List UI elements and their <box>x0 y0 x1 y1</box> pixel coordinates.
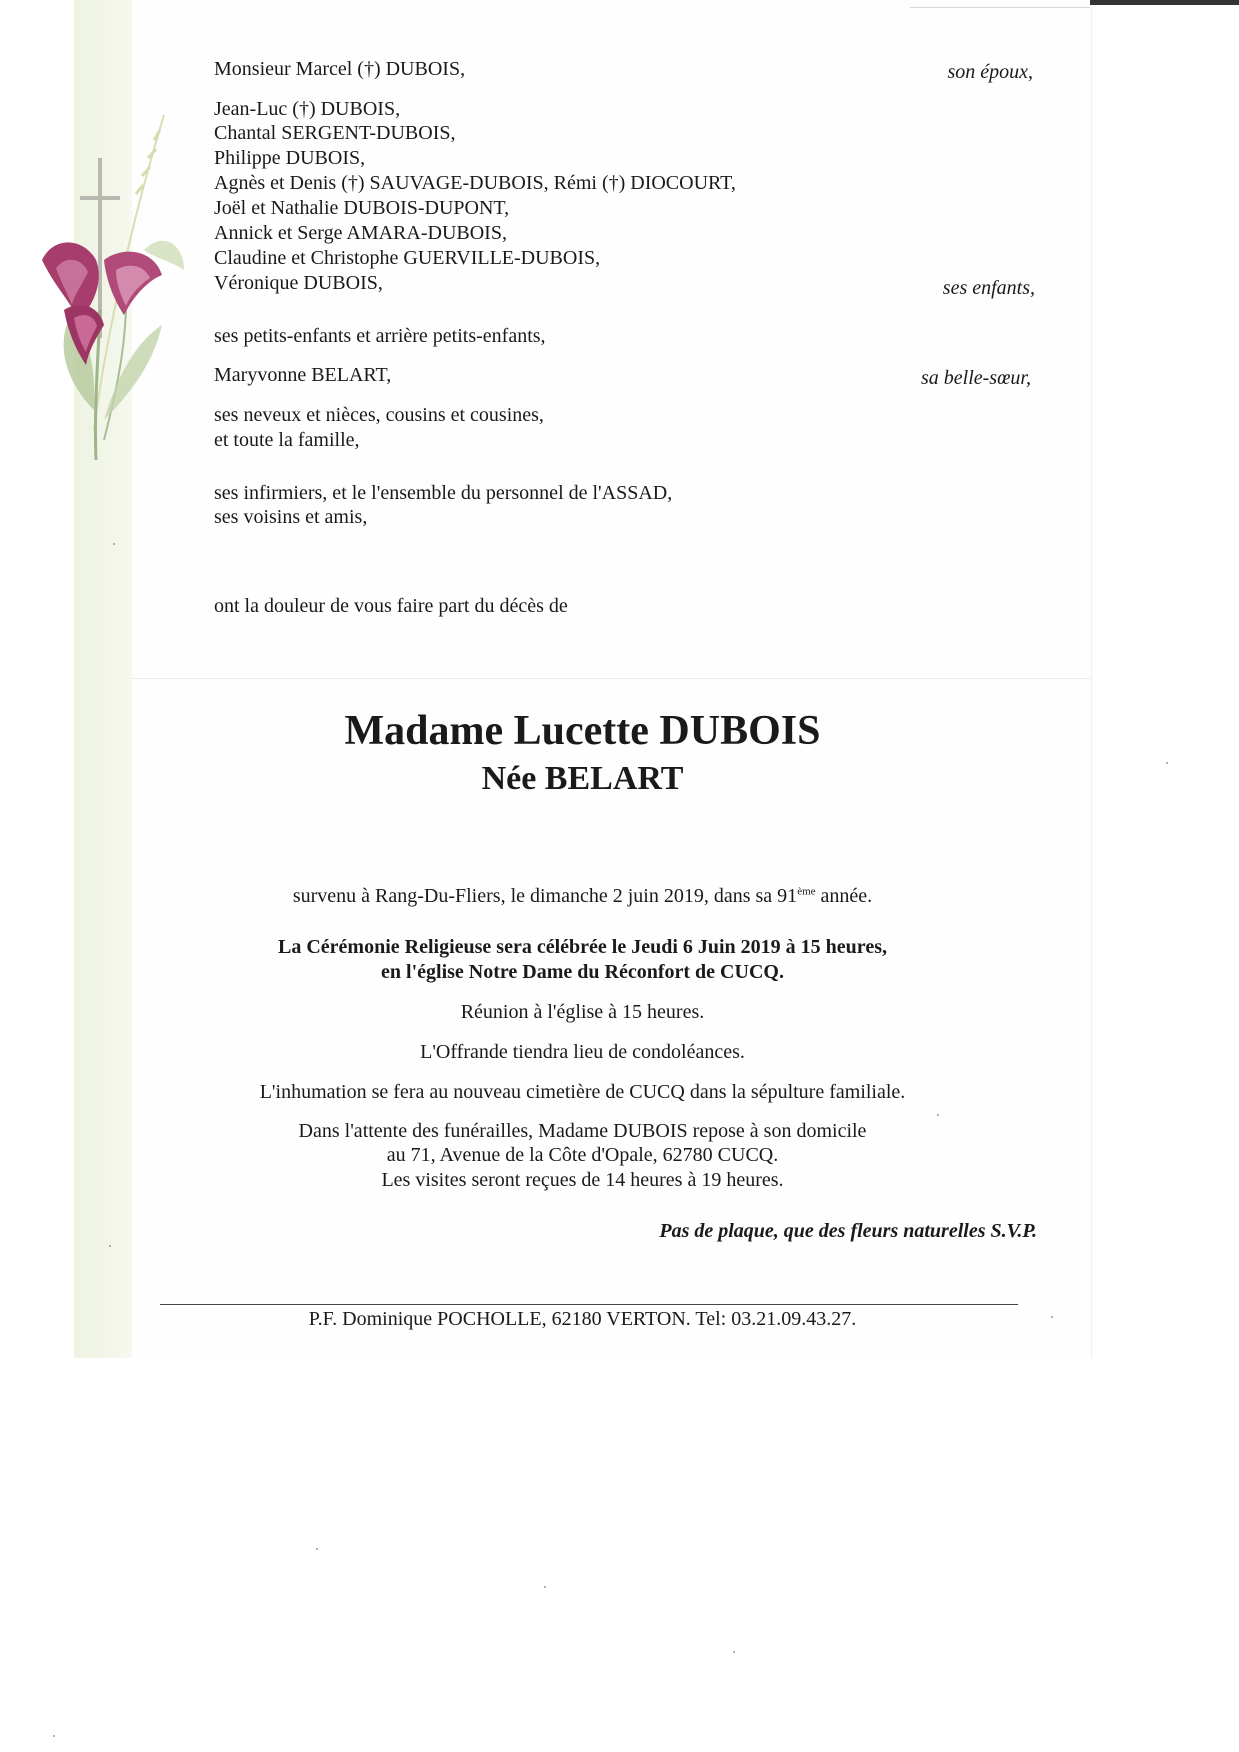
staff-line: ses infirmiers, et le l'ensemble du personnel de l'ASSAD, <box>214 482 673 504</box>
scan-edge-rule <box>910 7 1090 8</box>
child-line: Philippe DUBOIS, <box>214 147 366 169</box>
ceremony-line: La Cérémonie Religieuse sera célébrée le Jeudi 6 Juin 2019 à 15 heures, <box>278 936 887 958</box>
ceremony-location: en l'église Notre Dame du Réconfort de CUCQ. <box>381 961 784 983</box>
death-notice: survenu à Rang-Du-Fliers, le dimanche 2 juin 2019, dans sa 91ème année. <box>292 885 873 907</box>
calla-lily-cross-icon <box>34 110 184 470</box>
scan-speck <box>109 1245 111 1247</box>
staff-line: ses voisins et amis, <box>214 506 368 528</box>
scan-speck <box>113 543 115 545</box>
spouse-line: Monsieur Marcel (†) DUBOIS, <box>214 58 466 80</box>
rest-line: Dans l'attente des funérailles, Madame DUBOIS repose à son domicile <box>298 1120 867 1142</box>
sister-in-law-role: sa belle-sœur, <box>921 367 1031 389</box>
child-line: Véronique DUBOIS, <box>214 272 383 294</box>
scan-speck <box>53 1735 55 1737</box>
children-role: ses enfants, <box>942 277 1035 299</box>
grandchildren-line: ses petits-enfants et arrière petits-enfants, <box>214 325 546 347</box>
spouse-role: son époux, <box>947 61 1033 83</box>
footer-divider <box>160 1304 1018 1305</box>
burial-line: L'inhumation se fera au nouveau cimetière de CUCQ dans la sépulture familiale. <box>259 1081 906 1103</box>
meeting-line: Réunion à l'église à 15 heures. <box>460 1001 705 1023</box>
scan-speck <box>316 1548 318 1550</box>
child-line: Chantal SERGENT-DUBOIS, <box>214 122 456 144</box>
scan-edge-mark <box>1090 0 1239 5</box>
child-line: Annick et Serge AMARA-DUBOIS, <box>214 222 507 244</box>
sister-in-law-line: Maryvonne BELART, <box>214 364 392 386</box>
relatives-line: ses neveux et nièces, cousins et cousines, <box>214 404 544 426</box>
fold-line <box>132 678 1091 679</box>
scan-speck <box>937 1114 939 1116</box>
deceased-name: Madame Lucette DUBOIS <box>344 708 821 754</box>
deceased-maiden-name: Née BELART <box>481 760 684 797</box>
relatives-line: et toute la famille, <box>214 429 360 451</box>
child-line: Agnès et Denis (†) SAUVAGE-DUBOIS, Rémi (†) DIOCOURT, <box>214 172 736 194</box>
child-line: Joël et Nathalie DUBOIS-DUPONT, <box>214 197 510 219</box>
rest-address: au 71, Avenue de la Côte d'Opale, 62780 CUCQ. <box>386 1144 779 1166</box>
scan-speck <box>1051 1316 1053 1318</box>
child-line: Jean-Luc (†) DUBOIS, <box>214 98 401 120</box>
flowers-note: Pas de plaque, que des fleurs naturelles S.V.P. <box>659 1220 1037 1242</box>
scan-speck <box>1166 762 1168 764</box>
funeral-home-footer: P.F. Dominique POCHOLLE, 62180 VERTON. Tel: 03.21.09.43.27. <box>308 1308 857 1330</box>
announcement-line: ont la douleur de vous faire part du décès de <box>214 595 568 617</box>
offering-line: L'Offrande tiendra lieu de condoléances. <box>420 1041 745 1063</box>
scan-speck <box>544 1586 546 1588</box>
visiting-hours: Les visites seront reçues de 14 heures à 19 heures. <box>381 1169 784 1191</box>
child-line: Claudine et Christophe GUERVILLE-DUBOIS, <box>214 247 601 269</box>
scan-speck <box>733 1651 735 1653</box>
